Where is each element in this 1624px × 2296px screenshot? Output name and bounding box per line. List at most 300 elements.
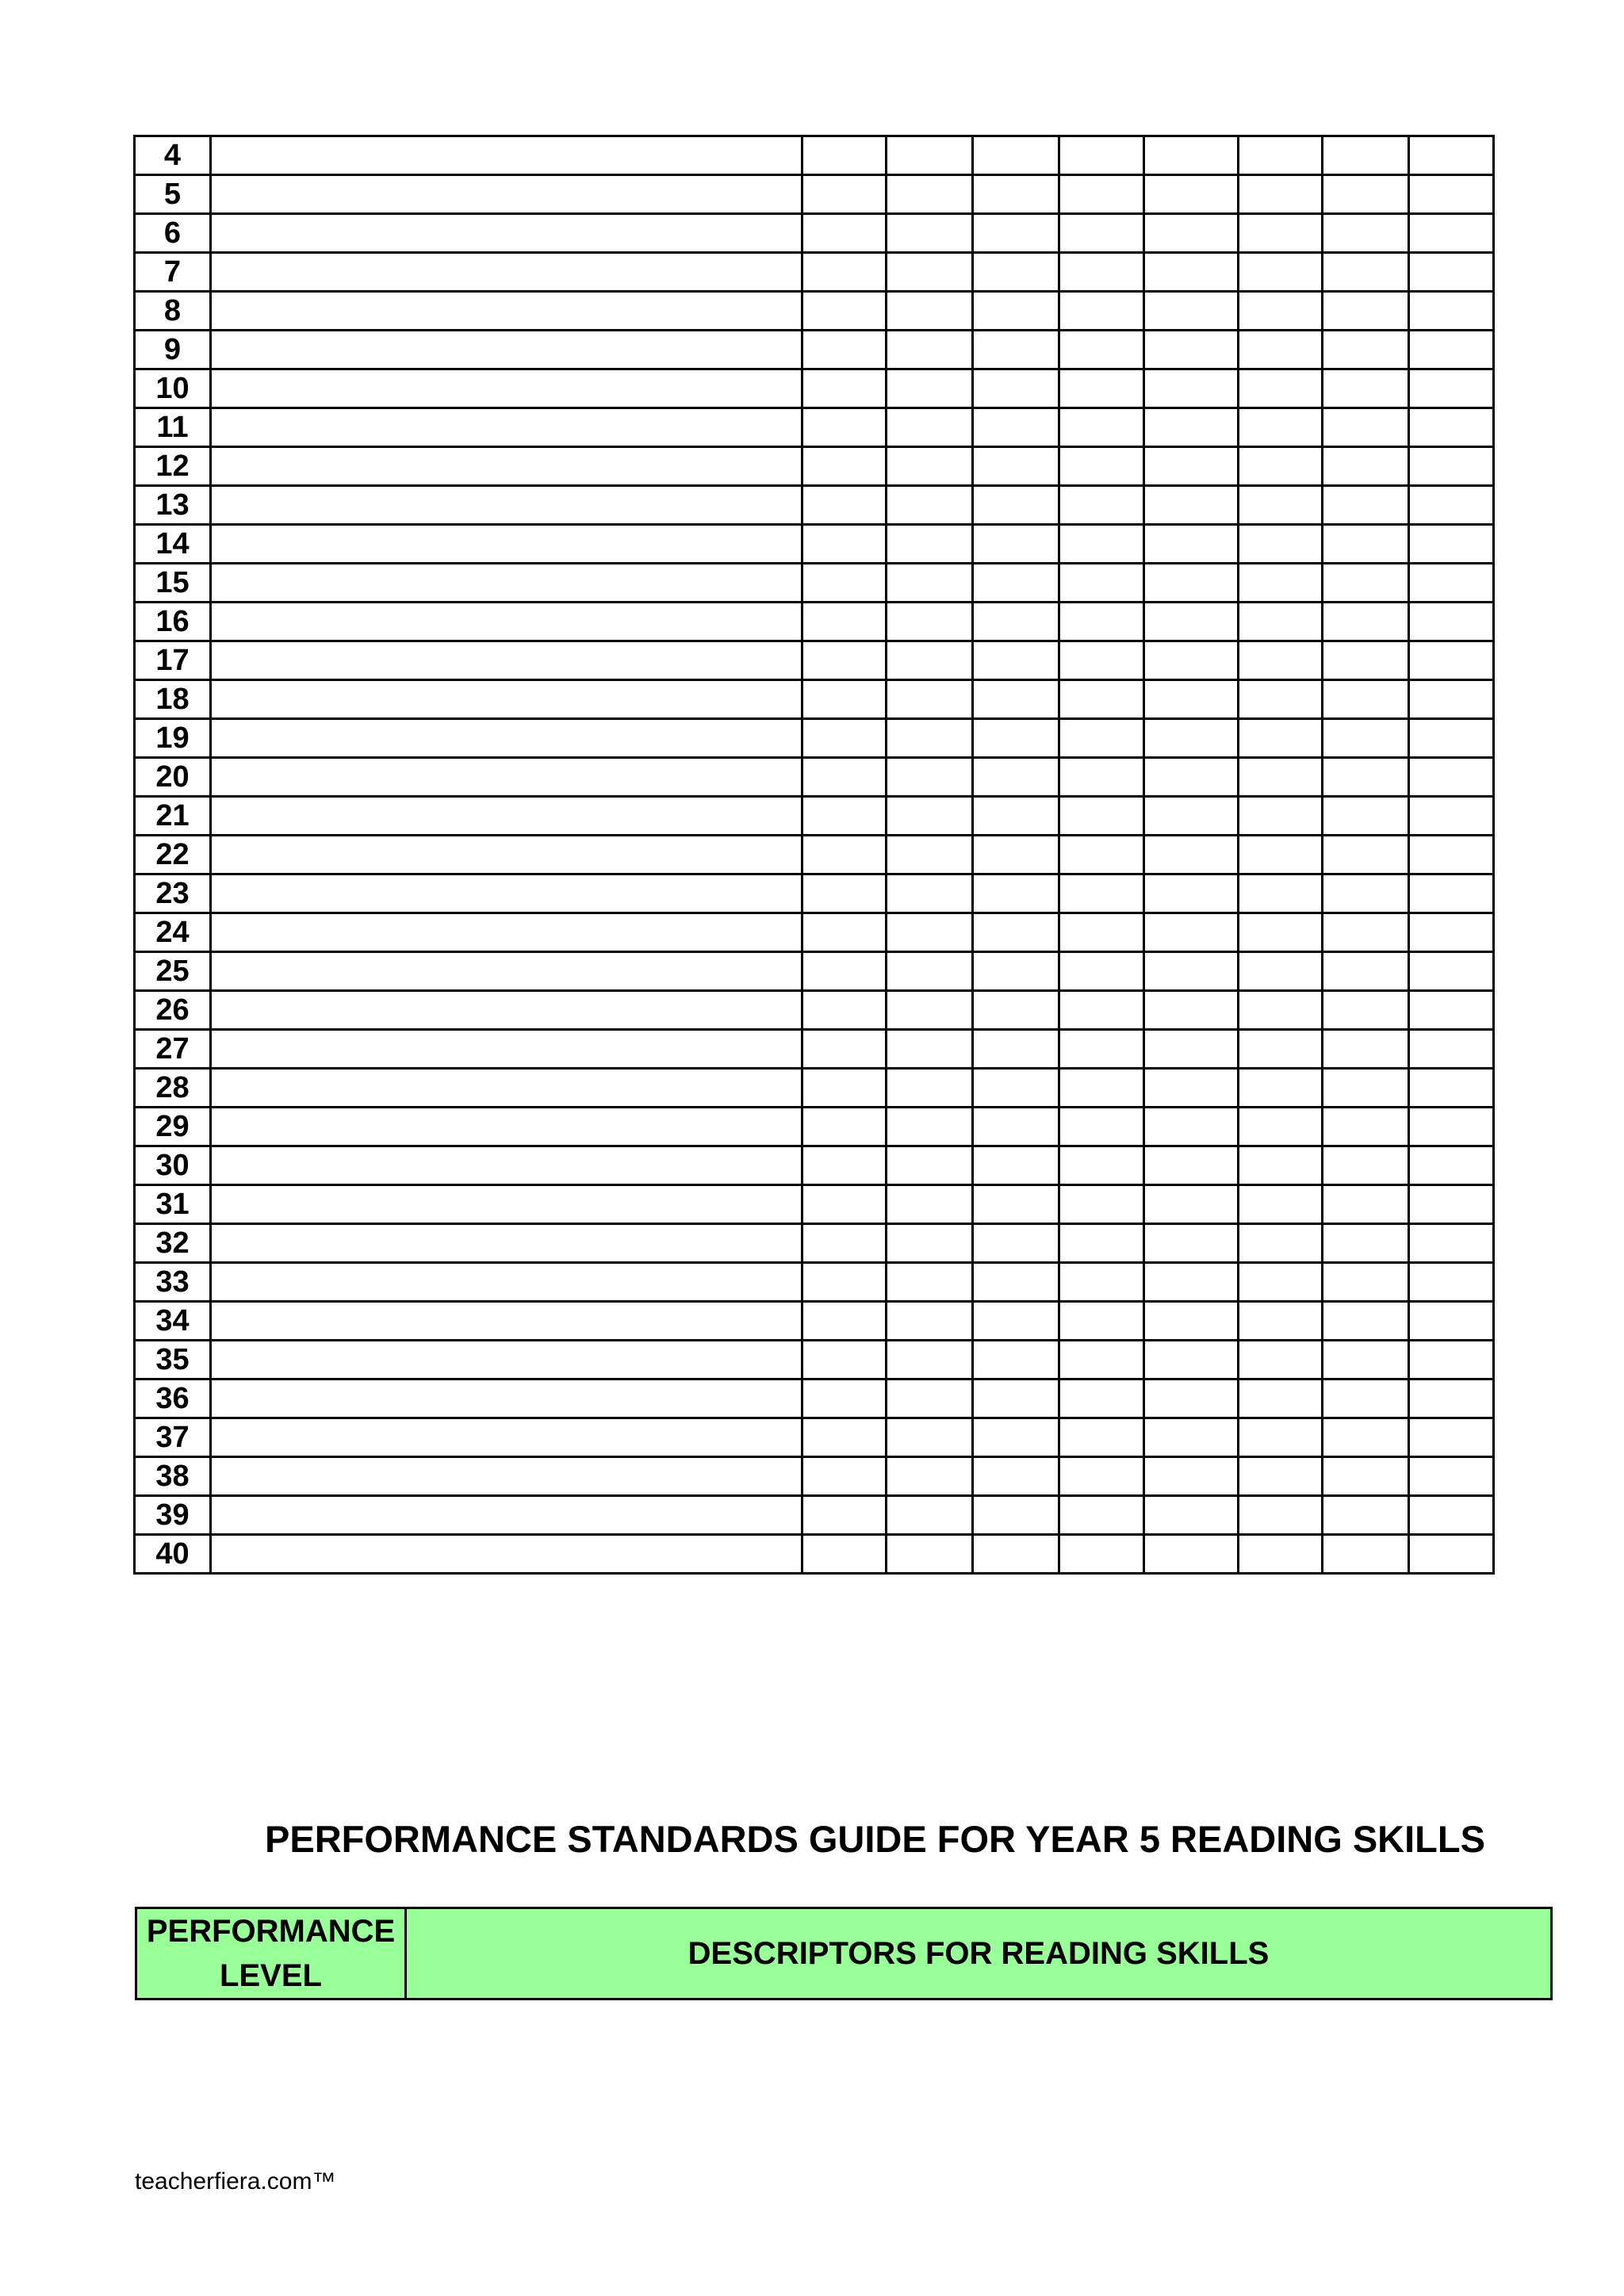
row-number: 13 bbox=[135, 486, 211, 525]
score-cell bbox=[802, 719, 887, 758]
score-cell bbox=[1409, 1263, 1494, 1302]
score-cell bbox=[973, 1185, 1059, 1224]
performance-standards-table bbox=[135, 1907, 1553, 2000]
score-cell bbox=[1409, 564, 1494, 603]
score-cell bbox=[973, 253, 1059, 292]
score-cell bbox=[802, 1069, 887, 1108]
score-cell bbox=[1144, 1030, 1239, 1069]
score-cell bbox=[1239, 564, 1323, 603]
footer-credit: teacherfiera.com™ bbox=[135, 2168, 336, 2195]
score-cell bbox=[802, 408, 887, 447]
score-cell bbox=[973, 680, 1059, 719]
score-cell bbox=[1409, 641, 1494, 680]
score-cell bbox=[887, 797, 973, 836]
score-cell bbox=[1239, 1535, 1323, 1574]
score-cell bbox=[887, 680, 973, 719]
score-cell bbox=[802, 1146, 887, 1185]
score-cell bbox=[802, 331, 887, 369]
score-cell bbox=[1323, 1030, 1409, 1069]
score-cell bbox=[1144, 486, 1239, 525]
score-cell bbox=[1409, 874, 1494, 913]
score-cell bbox=[1144, 836, 1239, 874]
score-cell bbox=[1323, 1146, 1409, 1185]
score-cell bbox=[802, 1224, 887, 1263]
score-cell bbox=[802, 447, 887, 486]
score-cell bbox=[1409, 603, 1494, 641]
score-cell bbox=[1144, 1341, 1239, 1380]
score-cell bbox=[1409, 1224, 1494, 1263]
student-name-cell bbox=[211, 486, 802, 525]
table-row bbox=[135, 797, 1494, 836]
score-cell bbox=[1059, 1069, 1144, 1108]
score-cell bbox=[1144, 292, 1239, 331]
score-cell bbox=[1409, 1069, 1494, 1108]
score-cell bbox=[1144, 1263, 1239, 1302]
row-number: 37 bbox=[135, 1418, 211, 1457]
score-cell bbox=[1239, 136, 1323, 175]
score-cell bbox=[802, 1302, 887, 1341]
score-cell bbox=[973, 641, 1059, 680]
score-cell bbox=[1409, 1030, 1494, 1069]
table-row bbox=[135, 836, 1494, 874]
score-cell bbox=[1409, 719, 1494, 758]
score-cell bbox=[1409, 1302, 1494, 1341]
score-cell bbox=[973, 758, 1059, 797]
student-name-cell bbox=[211, 680, 802, 719]
table-row bbox=[135, 1535, 1494, 1574]
score-cell bbox=[1409, 797, 1494, 836]
score-cell bbox=[802, 1457, 887, 1496]
student-name-cell bbox=[211, 1185, 802, 1224]
score-cell bbox=[1323, 952, 1409, 991]
score-cell bbox=[1059, 1108, 1144, 1146]
score-cell bbox=[1323, 1535, 1409, 1574]
score-cell bbox=[973, 1108, 1059, 1146]
score-cell bbox=[1144, 1108, 1239, 1146]
score-cell bbox=[973, 1496, 1059, 1535]
score-cell bbox=[887, 991, 973, 1030]
score-cell bbox=[973, 331, 1059, 369]
score-cell bbox=[973, 1146, 1059, 1185]
score-cell bbox=[1239, 1496, 1323, 1535]
score-cell bbox=[1144, 1418, 1239, 1457]
score-cell bbox=[1059, 253, 1144, 292]
score-cell bbox=[973, 1418, 1059, 1457]
table-row bbox=[135, 369, 1494, 408]
score-cell bbox=[1144, 913, 1239, 952]
score-cell bbox=[802, 1263, 887, 1302]
score-cell bbox=[1144, 641, 1239, 680]
score-cell bbox=[1059, 1302, 1144, 1341]
table-row bbox=[135, 719, 1494, 758]
score-cell bbox=[1059, 1263, 1144, 1302]
score-cell bbox=[1144, 408, 1239, 447]
score-cell bbox=[1239, 797, 1323, 836]
score-cell bbox=[802, 836, 887, 874]
table-row bbox=[135, 1302, 1494, 1341]
student-name-cell bbox=[211, 447, 802, 486]
row-number: 27 bbox=[135, 1030, 211, 1069]
score-cell bbox=[1323, 1185, 1409, 1224]
score-cell bbox=[973, 603, 1059, 641]
score-cell bbox=[1239, 758, 1323, 797]
score-cell bbox=[973, 1069, 1059, 1108]
score-cell bbox=[1409, 991, 1494, 1030]
score-cell bbox=[1323, 603, 1409, 641]
row-number: 22 bbox=[135, 836, 211, 874]
score-cell bbox=[1239, 1030, 1323, 1069]
student-name-cell bbox=[211, 1263, 802, 1302]
guide-title: PERFORMANCE STANDARDS GUIDE FOR YEAR 5 READING SKILLS bbox=[265, 1818, 1485, 1860]
student-record-table bbox=[133, 135, 1495, 1575]
score-cell bbox=[1059, 680, 1144, 719]
score-cell bbox=[973, 797, 1059, 836]
score-cell bbox=[802, 1380, 887, 1418]
score-cell bbox=[1059, 1418, 1144, 1457]
score-cell bbox=[887, 1069, 973, 1108]
score-cell bbox=[1409, 136, 1494, 175]
student-name-cell bbox=[211, 719, 802, 758]
student-name-cell bbox=[211, 253, 802, 292]
score-cell bbox=[1239, 874, 1323, 913]
row-number: 34 bbox=[135, 1302, 211, 1341]
score-cell bbox=[802, 1496, 887, 1535]
score-cell bbox=[887, 1030, 973, 1069]
score-cell bbox=[973, 175, 1059, 214]
row-number: 26 bbox=[135, 991, 211, 1030]
performance-level-header-line1: PERFORMANCE bbox=[146, 1914, 396, 1949]
score-cell bbox=[973, 1341, 1059, 1380]
score-cell bbox=[802, 175, 887, 214]
student-name-cell bbox=[211, 1418, 802, 1457]
row-number: 19 bbox=[135, 719, 211, 758]
score-cell bbox=[1144, 874, 1239, 913]
score-cell bbox=[1144, 564, 1239, 603]
score-cell bbox=[973, 369, 1059, 408]
table-row bbox=[135, 525, 1494, 564]
score-cell bbox=[1323, 991, 1409, 1030]
score-cell bbox=[1059, 136, 1144, 175]
score-cell bbox=[1323, 1108, 1409, 1146]
table-row bbox=[135, 874, 1494, 913]
score-cell bbox=[802, 564, 887, 603]
score-cell bbox=[887, 331, 973, 369]
score-cell bbox=[1323, 175, 1409, 214]
score-cell bbox=[1239, 1224, 1323, 1263]
score-cell bbox=[1059, 1535, 1144, 1574]
score-cell bbox=[1144, 369, 1239, 408]
score-cell bbox=[1323, 797, 1409, 836]
score-cell bbox=[1239, 603, 1323, 641]
score-cell bbox=[1323, 913, 1409, 952]
score-cell bbox=[887, 136, 973, 175]
score-cell bbox=[1409, 525, 1494, 564]
score-cell bbox=[802, 525, 887, 564]
score-cell bbox=[1059, 913, 1144, 952]
row-number: 24 bbox=[135, 913, 211, 952]
score-cell bbox=[1059, 331, 1144, 369]
score-cell bbox=[887, 253, 973, 292]
score-cell bbox=[887, 369, 973, 408]
score-cell bbox=[1144, 1457, 1239, 1496]
score-cell bbox=[1323, 1263, 1409, 1302]
score-cell bbox=[1323, 1457, 1409, 1496]
score-cell bbox=[1059, 719, 1144, 758]
table-row bbox=[135, 331, 1494, 369]
score-cell bbox=[1409, 680, 1494, 719]
score-cell bbox=[802, 641, 887, 680]
row-number: 10 bbox=[135, 369, 211, 408]
table-row bbox=[135, 1263, 1494, 1302]
performance-level-header-line2: LEVEL bbox=[220, 1958, 322, 1993]
score-cell bbox=[802, 1341, 887, 1380]
score-cell bbox=[1239, 1302, 1323, 1341]
score-cell bbox=[1239, 447, 1323, 486]
table-row bbox=[135, 1108, 1494, 1146]
score-cell bbox=[1239, 1069, 1323, 1108]
table-row bbox=[135, 1146, 1494, 1185]
student-name-cell bbox=[211, 292, 802, 331]
row-number: 16 bbox=[135, 603, 211, 641]
table-row bbox=[135, 136, 1494, 175]
score-cell bbox=[1409, 486, 1494, 525]
student-name-cell bbox=[211, 525, 802, 564]
student-name-cell bbox=[211, 1146, 802, 1185]
score-cell bbox=[1059, 1185, 1144, 1224]
student-name-cell bbox=[211, 1457, 802, 1496]
score-cell bbox=[1144, 447, 1239, 486]
score-cell bbox=[887, 1302, 973, 1341]
row-number: 18 bbox=[135, 680, 211, 719]
score-cell bbox=[802, 874, 887, 913]
score-cell bbox=[1409, 952, 1494, 991]
score-cell bbox=[1239, 1146, 1323, 1185]
score-cell bbox=[1239, 641, 1323, 680]
score-cell bbox=[802, 136, 887, 175]
score-cell bbox=[1323, 525, 1409, 564]
table-row bbox=[135, 1457, 1494, 1496]
score-cell bbox=[1059, 836, 1144, 874]
score-cell bbox=[973, 991, 1059, 1030]
score-cell bbox=[802, 1108, 887, 1146]
score-cell bbox=[973, 952, 1059, 991]
row-number: 12 bbox=[135, 447, 211, 486]
score-cell bbox=[1239, 175, 1323, 214]
score-cell bbox=[1323, 214, 1409, 253]
standards-header-row bbox=[136, 1908, 1552, 1999]
score-cell bbox=[1059, 408, 1144, 447]
row-number: 23 bbox=[135, 874, 211, 913]
student-name-cell bbox=[211, 408, 802, 447]
score-cell bbox=[1323, 447, 1409, 486]
score-cell bbox=[973, 1263, 1059, 1302]
score-cell bbox=[1144, 1146, 1239, 1185]
score-cell bbox=[1144, 952, 1239, 991]
student-name-cell bbox=[211, 1030, 802, 1069]
score-cell bbox=[802, 991, 887, 1030]
score-cell bbox=[1144, 1380, 1239, 1418]
score-cell bbox=[973, 1457, 1059, 1496]
score-cell bbox=[1323, 292, 1409, 331]
score-cell bbox=[973, 836, 1059, 874]
score-cell bbox=[1323, 369, 1409, 408]
score-cell bbox=[1059, 564, 1144, 603]
score-cell bbox=[802, 214, 887, 253]
score-cell bbox=[1323, 1380, 1409, 1418]
score-cell bbox=[1409, 1457, 1494, 1496]
student-name-cell bbox=[211, 797, 802, 836]
score-cell bbox=[973, 1224, 1059, 1263]
score-cell bbox=[1059, 1496, 1144, 1535]
score-cell bbox=[887, 214, 973, 253]
score-cell bbox=[1144, 253, 1239, 292]
score-cell bbox=[1144, 1224, 1239, 1263]
score-cell bbox=[973, 447, 1059, 486]
score-cell bbox=[887, 1185, 973, 1224]
score-cell bbox=[1144, 136, 1239, 175]
score-cell bbox=[887, 1418, 973, 1457]
score-cell bbox=[1409, 836, 1494, 874]
score-cell bbox=[1239, 991, 1323, 1030]
score-cell bbox=[1059, 525, 1144, 564]
score-cell bbox=[1059, 369, 1144, 408]
row-number: 28 bbox=[135, 1069, 211, 1108]
score-cell bbox=[973, 874, 1059, 913]
score-cell bbox=[1323, 1224, 1409, 1263]
student-name-cell bbox=[211, 369, 802, 408]
score-cell bbox=[1409, 369, 1494, 408]
score-cell bbox=[1323, 1341, 1409, 1380]
row-number: 14 bbox=[135, 525, 211, 564]
score-cell bbox=[802, 1030, 887, 1069]
score-cell bbox=[1239, 253, 1323, 292]
student-name-cell bbox=[211, 1108, 802, 1146]
score-cell bbox=[802, 680, 887, 719]
score-cell bbox=[1409, 214, 1494, 253]
row-number: 25 bbox=[135, 952, 211, 991]
score-cell bbox=[887, 836, 973, 874]
table-row bbox=[135, 447, 1494, 486]
score-cell bbox=[1323, 1496, 1409, 1535]
row-number: 7 bbox=[135, 253, 211, 292]
score-cell bbox=[1409, 1341, 1494, 1380]
score-cell bbox=[1144, 1069, 1239, 1108]
score-cell bbox=[973, 1030, 1059, 1069]
score-cell bbox=[973, 564, 1059, 603]
descriptors-header: DESCRIPTORS FOR READING SKILLS bbox=[406, 1908, 1552, 1999]
score-cell bbox=[1409, 1418, 1494, 1457]
score-cell bbox=[1323, 253, 1409, 292]
score-cell bbox=[887, 175, 973, 214]
score-cell bbox=[973, 408, 1059, 447]
score-cell bbox=[1059, 952, 1144, 991]
score-cell bbox=[1059, 1030, 1144, 1069]
student-name-cell bbox=[211, 991, 802, 1030]
table-row bbox=[135, 1496, 1494, 1535]
score-cell bbox=[802, 913, 887, 952]
score-cell bbox=[973, 1535, 1059, 1574]
row-number: 33 bbox=[135, 1263, 211, 1302]
table-row bbox=[135, 952, 1494, 991]
score-cell bbox=[802, 797, 887, 836]
row-number: 11 bbox=[135, 408, 211, 447]
table-row bbox=[135, 991, 1494, 1030]
score-cell bbox=[802, 486, 887, 525]
score-cell bbox=[1239, 292, 1323, 331]
score-cell bbox=[1239, 952, 1323, 991]
score-cell bbox=[1059, 603, 1144, 641]
score-cell bbox=[1323, 1302, 1409, 1341]
score-cell bbox=[887, 447, 973, 486]
score-cell bbox=[887, 1341, 973, 1380]
row-number: 17 bbox=[135, 641, 211, 680]
score-cell bbox=[887, 1535, 973, 1574]
student-name-cell bbox=[211, 758, 802, 797]
score-cell bbox=[973, 719, 1059, 758]
score-cell bbox=[887, 292, 973, 331]
score-cell bbox=[1409, 331, 1494, 369]
score-cell bbox=[1323, 719, 1409, 758]
table-row bbox=[135, 641, 1494, 680]
score-cell bbox=[1239, 913, 1323, 952]
score-cell bbox=[1239, 486, 1323, 525]
student-name-cell bbox=[211, 175, 802, 214]
row-number: 36 bbox=[135, 1380, 211, 1418]
student-name-cell bbox=[211, 874, 802, 913]
score-cell bbox=[1239, 369, 1323, 408]
score-cell bbox=[1323, 331, 1409, 369]
score-cell bbox=[1409, 913, 1494, 952]
student-name-cell bbox=[211, 331, 802, 369]
score-cell bbox=[1239, 1341, 1323, 1380]
score-cell bbox=[1323, 836, 1409, 874]
score-cell bbox=[1059, 758, 1144, 797]
student-name-cell bbox=[211, 913, 802, 952]
score-cell bbox=[802, 758, 887, 797]
table-row bbox=[135, 758, 1494, 797]
table-row bbox=[135, 1380, 1494, 1418]
score-cell bbox=[1323, 1069, 1409, 1108]
score-cell bbox=[1239, 525, 1323, 564]
student-name-cell bbox=[211, 1535, 802, 1574]
table-row bbox=[135, 1341, 1494, 1380]
score-cell bbox=[1323, 641, 1409, 680]
score-cell bbox=[1144, 1535, 1239, 1574]
student-name-cell bbox=[211, 1069, 802, 1108]
score-cell bbox=[802, 1185, 887, 1224]
score-cell bbox=[1059, 874, 1144, 913]
score-cell bbox=[1239, 331, 1323, 369]
score-cell bbox=[1059, 214, 1144, 253]
score-cell bbox=[887, 1224, 973, 1263]
score-cell bbox=[887, 913, 973, 952]
score-cell bbox=[973, 214, 1059, 253]
score-cell bbox=[973, 292, 1059, 331]
score-cell bbox=[887, 486, 973, 525]
table-row bbox=[135, 1185, 1494, 1224]
score-cell bbox=[1144, 758, 1239, 797]
row-number: 40 bbox=[135, 1535, 211, 1574]
score-cell bbox=[887, 758, 973, 797]
score-cell bbox=[1323, 680, 1409, 719]
student-name-cell bbox=[211, 641, 802, 680]
score-cell bbox=[887, 1496, 973, 1535]
score-cell bbox=[1409, 175, 1494, 214]
score-cell bbox=[887, 1380, 973, 1418]
student-name-cell bbox=[211, 603, 802, 641]
score-cell bbox=[1239, 1418, 1323, 1457]
student-name-cell bbox=[211, 136, 802, 175]
